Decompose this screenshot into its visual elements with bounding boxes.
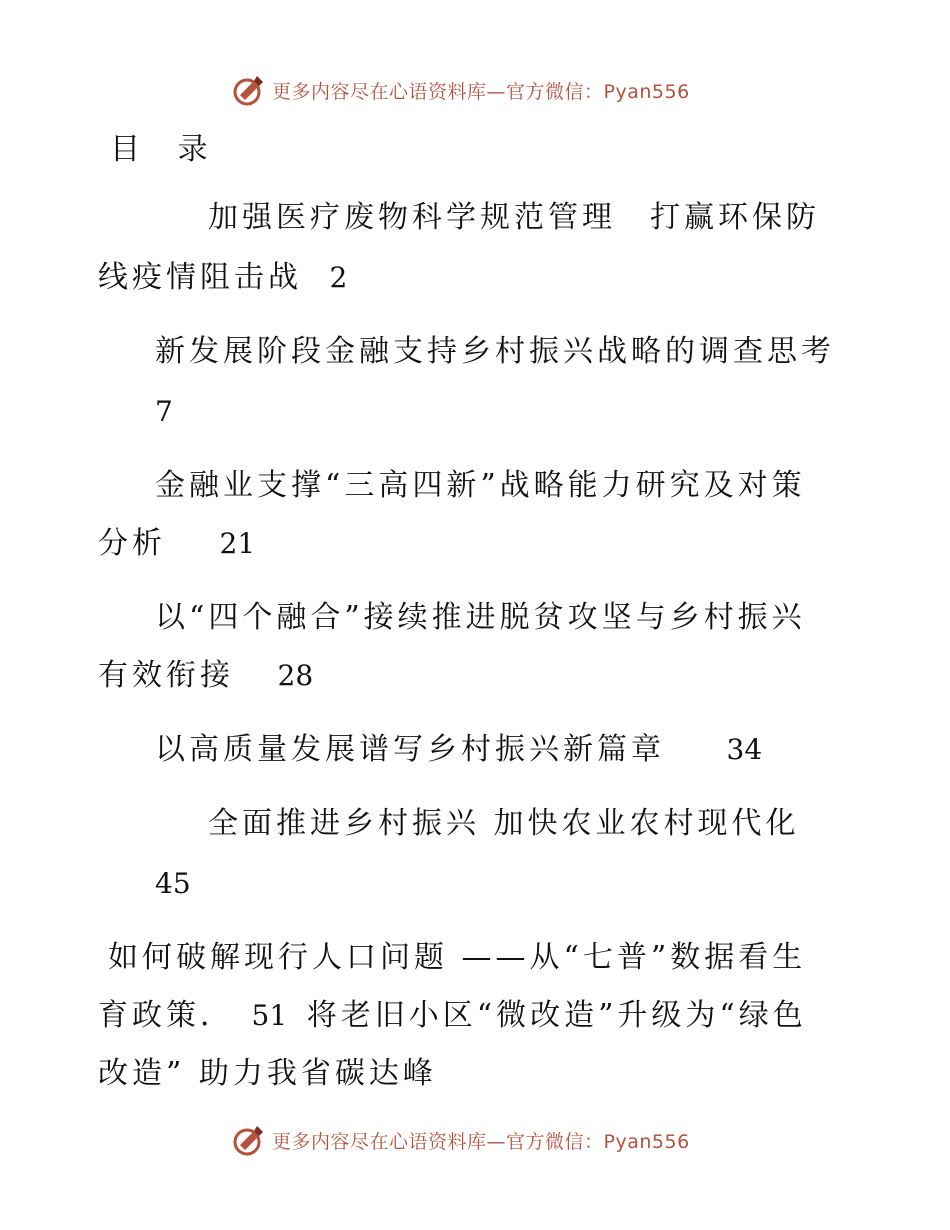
toc-entry-6-line-1: 全面推进乡村振兴 加快农业农村现代化: [208, 806, 800, 841]
toc-entry-1-line-1: 加强医疗废物科学规范管理 打赢环保防: [208, 200, 820, 235]
toc-entry-8-line-2: 改造” 助力我省碳达峰: [98, 1056, 437, 1091]
toc-entry-1-title-end: 线疫情阻击战: [98, 260, 302, 295]
pen-logo-icon: [232, 73, 266, 107]
toc-entry-5-page: 34: [726, 733, 763, 766]
watermark-banner-top: [0, 70, 950, 110]
toc-entry-7-page: 51: [251, 999, 288, 1032]
pen-logo-icon: [232, 1123, 266, 1157]
watermark-text: 更多内容尽在心语资料库—官方微信：Pyan556: [272, 1130, 690, 1153]
toc-entry-3-line-2: [98, 524, 255, 564]
toc-entry-4-title-end: 有效衔接: [98, 658, 234, 693]
watermark-banner-bottom: [0, 1120, 950, 1160]
toc-entry-7-line-1: 如何破解现行人口问题 ——从“七普”数据看生: [108, 940, 807, 975]
toc-entry-1-line-2: [98, 258, 347, 298]
toc-entry-8-line-1: 将老旧小区“微改造”升级为“绿色: [306, 998, 807, 1033]
toc-entry-4-line-1: 以“四个融合”接续推进脱贫攻坚与乡村振兴: [155, 600, 806, 635]
toc-entry-7-title-end: 育政策．: [98, 998, 234, 1033]
toc-entry-4-line-2: [98, 656, 313, 696]
toc-entry-3-title-end: 分析: [98, 526, 166, 561]
toc-entry-7-line-2: [98, 996, 807, 1036]
watermark-text: 更多内容尽在心语资料库—官方微信：Pyan556: [272, 80, 690, 103]
toc-entry-4-page: 28: [277, 659, 314, 692]
toc-entry-5-line-1: [155, 730, 762, 770]
toc-entry-1-page: 2: [329, 261, 348, 294]
toc-heading: 目 录: [110, 132, 222, 167]
toc-entry-2-line-1: 新发展阶段金融支持乡村振兴战略的调查思考: [155, 334, 835, 369]
toc-entry-5-title: 以高质量发展谱写乡村振兴新篇章: [155, 732, 665, 767]
toc-entry-6-page: 45: [155, 867, 191, 900]
toc-entry-2-page: 7: [155, 395, 173, 428]
toc-entry-3-page: 21: [219, 527, 256, 560]
toc-entry-3-line-1: 金融业支撑“三高四新”战略能力研究及对策: [155, 468, 806, 503]
